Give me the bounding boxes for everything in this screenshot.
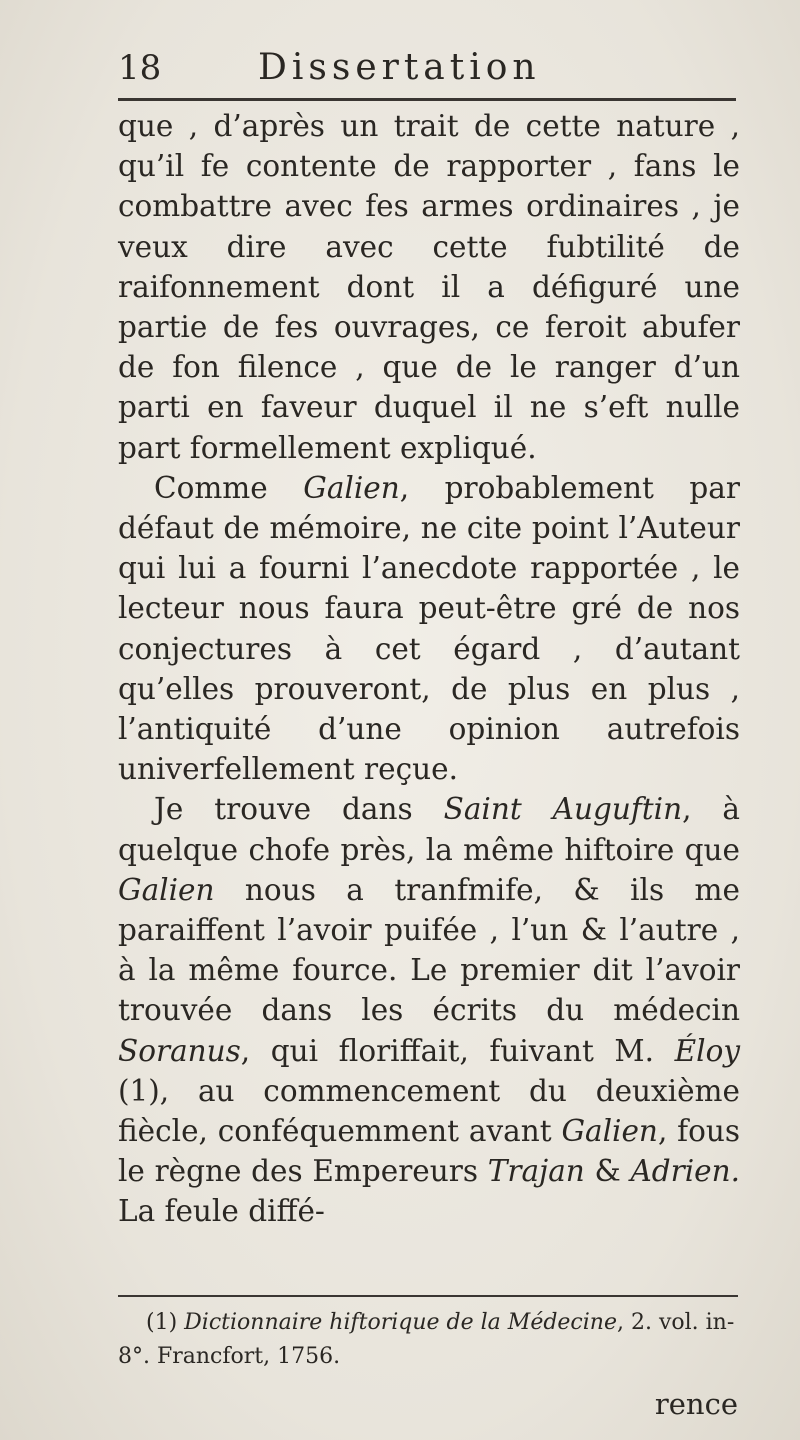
paragraph-3: Je trouve dans Saint Auguftin, à quelque chofe près, la même hiftoire que Galien nous a tranfmife, & ils me paraiffent l’avoir puifée , l’un & l’autre , à la même fource. Le premier dit l’avoir trouvée dans les écrits du médecin Soranus, qui floriffait, fuivant M. Éloy (1), au commencement du deuxième fiècle, conféquemment avant Galien, fous le règne des Empereurs Trajan & Adrien. La feule diffé- [118, 792, 741, 1229]
name-soranus: Soranus [118, 1033, 241, 1068]
header-rule [118, 98, 736, 101]
footnote [118, 1306, 738, 1374]
name-galien: Galien [118, 872, 215, 907]
footnote-marker: (1) [146, 1310, 185, 1335]
footnote-rule [118, 1295, 738, 1297]
name-galien: Galien [561, 1114, 658, 1149]
catchword: rence [654, 1387, 738, 1421]
paragraph-2: Comme Galien, probablement par défaut de mémoire, ne cite point l’Auteur qui lui a fourni l’anecdote rapportée , le lecteur nous faura peut-être gré de nos conjectures à cet égard , d’autant qu’elles prouveront, de plus en plus , l’antiquité d’une opinion autrefois univerfellement reçue. [118, 470, 740, 787]
footnote-details: , 2. vol. in-8°. Francfort, 1756. [118, 1310, 735, 1369]
name-adrien: Adrien. [630, 1154, 740, 1189]
page-number: 18 [118, 48, 162, 88]
name-galien: Galien [303, 470, 400, 505]
name-trajan: Trajan [487, 1154, 585, 1189]
name-saint-augustin: Saint Auguftin [443, 792, 683, 827]
running-head [118, 48, 738, 98]
paragraph-1: que , d’après un trait de cette nature , qu’il fe contente de rapporter , fans le combattre avec fes armes ordinaires , je veux dire avec cette fubtilité de raifonnement dont il a défiguré une partie de fes ouvrages, ce feroit abufer de fon filence , que de le ranger d’un parti en faveur duquel il ne s’eft nulle part formellement expliqué. [118, 109, 740, 465]
footnote-title: Dictionnaire hiftorique de la Médecine [184, 1310, 617, 1335]
body-text [118, 106, 740, 1232]
running-title: Dissertation [258, 47, 541, 88]
name-eloy: Éloy [674, 1033, 740, 1068]
